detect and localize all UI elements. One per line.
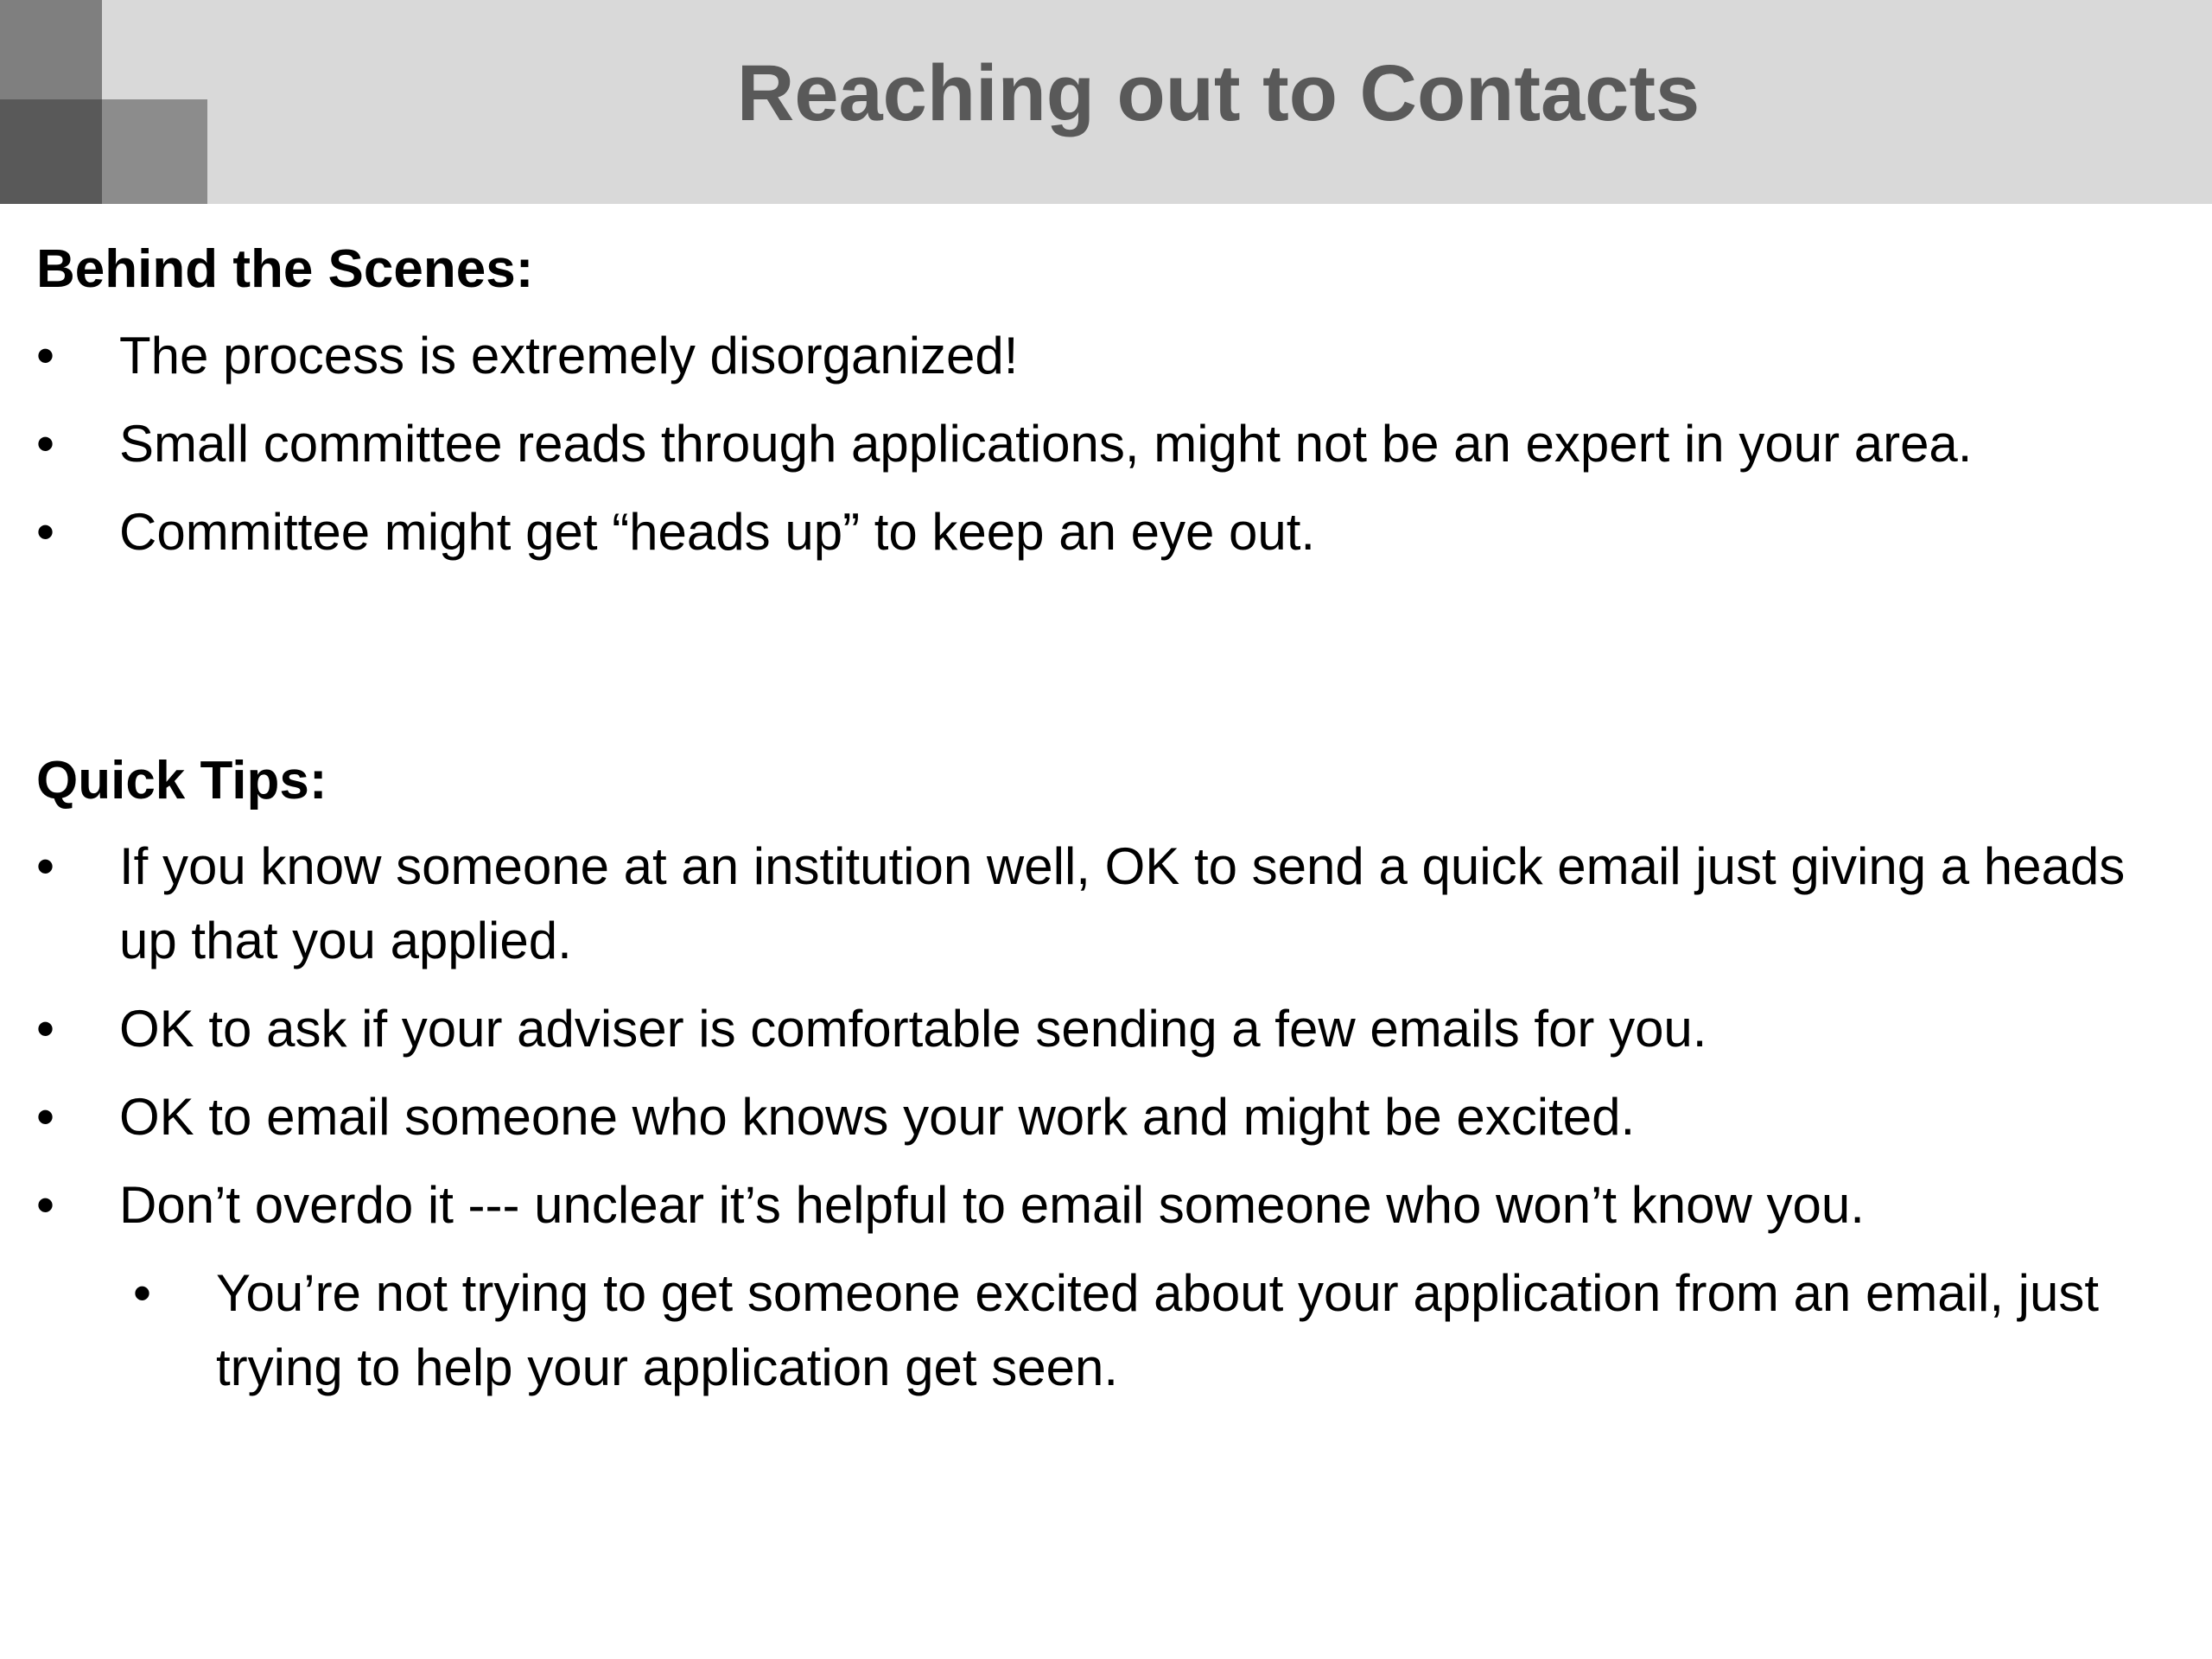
list-item-text: If you know someone at an institution well, OK to send a quick email just giving a heads up that you applied. xyxy=(119,837,2126,970)
bullet-icon: • xyxy=(36,414,55,473)
behind-the-scenes-list xyxy=(36,319,2188,569)
list-item-text: The process is extremely disorganized! xyxy=(119,326,1019,385)
bullet-icon: • xyxy=(36,1000,55,1058)
list-item-text: Don’t overdo it --- unclear it’s helpful to email someone who won’t know you. xyxy=(119,1176,1865,1235)
sub-list-item-text: You’re not trying to get someone excited about your application from an email, just trying to help your application get seen. xyxy=(216,1264,2100,1397)
list-item-text: OK to ask if your adviser is comfortable sending a few emails for you. xyxy=(119,1000,1707,1058)
slide-title: Reaching out to Contacts xyxy=(736,49,1700,137)
decorative-square xyxy=(102,99,207,204)
section-heading-quick-tips: Quick Tips: xyxy=(36,750,327,810)
list-item xyxy=(36,1080,2188,1154)
list-item xyxy=(36,495,2188,569)
list-item xyxy=(36,319,2188,393)
slide-content xyxy=(36,235,2188,1405)
bullet-icon: • xyxy=(36,502,55,561)
list-item xyxy=(36,830,2188,978)
quick-tips-list xyxy=(36,830,2188,1405)
decorative-square xyxy=(0,99,102,204)
list-item-text: Small committee reads through applications, might not be an expert in your area. xyxy=(119,414,1973,473)
list-item xyxy=(36,407,2188,481)
list-item-text: OK to email someone who knows your work and might be excited. xyxy=(119,1088,1636,1147)
list-item-text: Committee might get “heads up” to keep an eye out. xyxy=(119,502,1316,561)
bullet-icon: • xyxy=(36,837,55,896)
bullet-icon: • xyxy=(36,326,55,385)
spacer xyxy=(36,569,2188,747)
sub-list-item xyxy=(36,1256,2188,1405)
bullet-icon: • xyxy=(133,1264,152,1323)
list-item xyxy=(36,1168,2188,1243)
section-heading-behind-the-scenes: Behind the Scenes: xyxy=(36,239,534,299)
bullet-icon: • xyxy=(36,1176,55,1235)
list-item xyxy=(36,992,2188,1066)
bullet-icon: • xyxy=(36,1088,55,1147)
